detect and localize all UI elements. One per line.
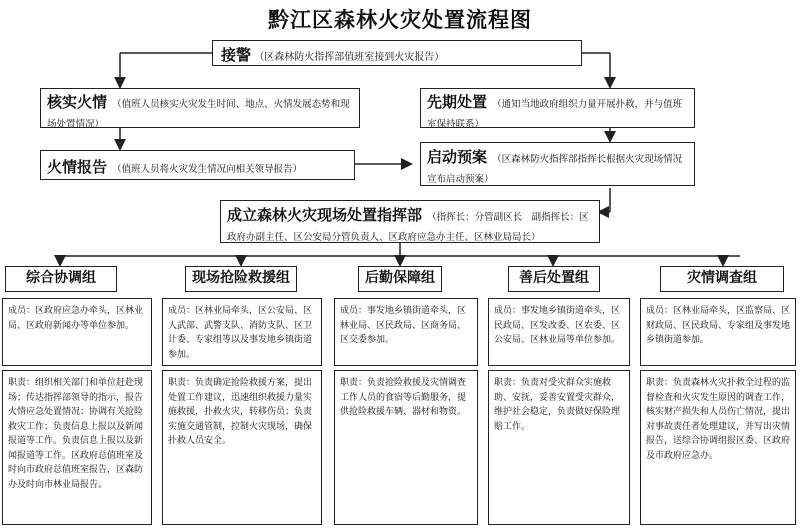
first-response-heading: 先期处置	[427, 93, 488, 111]
verify-box	[40, 88, 360, 128]
report-heading: 火情报告	[47, 158, 108, 176]
verify-heading: 核实火情	[47, 93, 108, 111]
alarm-heading: 接警	[221, 46, 252, 64]
group-title-rescue: 现场抢险救援组	[185, 266, 297, 292]
plan-box	[420, 142, 695, 186]
report-detail: （值班人员将火灾发生情况向相关领导报告）	[112, 164, 303, 175]
group-duties-coordination: 职责：组织相关部门和单位赶赴现场；传达指挥部领导的指示，报告火情应急处置情况；协调有关抢险救灾工作；负责信息上报以及新闻报道等工作。负责信息上报以及新闻报道等工作。区政府总值班室及时向市政府总值班室报告，区森防办及时向市林业局报告。	[2, 370, 152, 525]
group-members-coordination: 成员：区政府应急办牵头，区林业局、区政府新闻办等单位参加。	[2, 298, 152, 366]
group-members-investigation: 成员：区林业局牵头，区监察局、区财政局、区民政局、专家组及事发地乡镇街道参加。	[640, 298, 796, 366]
page-title: 黔江区森林火灾处置流程图	[268, 7, 532, 32]
hq-detail: （指挥长：分管副区长 副指挥长：区政府办副主任、区公安局分管负责人、区政府应急办主任、区林业局局长）	[227, 212, 589, 243]
group-duties-aftermath: 职责：负责对受灾群众实施救助、安抚，妥善安置受灾群众，维护社会稳定，负责做好保险理赔工作。	[488, 370, 630, 525]
alarm-box	[212, 40, 582, 66]
group-title-coordination: 综合协调组	[5, 266, 117, 292]
first-response-box	[420, 88, 695, 128]
group-title-logistics: 后勤保障组	[358, 266, 442, 292]
plan-detail: （区森林防火指挥部指挥长根据火灾现场情况宣布启动预案）	[427, 154, 683, 185]
verify-detail: （值班人员核实火灾发生时间、地点、火情发展态势和现场处置情况）	[47, 99, 350, 130]
group-members-logistics: 成员：事发地乡镇街道牵头，区林业局、区民政局、区商务局、区交委参加。	[334, 298, 478, 366]
first-response-detail: （通知当地政府组织力量开展扑救，并与值班室保持联系）	[427, 99, 683, 130]
group-members-rescue: 成员：区林业局牵头，区公安局、区人武部、武警支队、消防支队、区卫计委、专家组等以及事发地乡镇街道参加。	[162, 298, 322, 366]
hq-heading: 成立森林火灾现场处置指挥部	[227, 206, 423, 224]
group-title-aftermath: 善后处置组	[508, 266, 600, 292]
hq-box	[220, 200, 600, 243]
group-title-investigation: 灾情调查组	[660, 266, 784, 292]
group-duties-logistics: 职责：负责抢险救援及灾情调查工作人员的食宿等后勤服务，提供抢险救援车辆、器材和物资。	[334, 370, 478, 525]
group-members-aftermath: 成员：事发地乡镇街道牵头，区民政局、区发改委、区农委、区公安局、区林业局等单位参加。	[488, 298, 630, 366]
alarm-detail: （区森林防火指挥部值班室接到火灾报告）	[254, 52, 445, 63]
group-duties-investigation: 职责：负责森林火灾扑救全过程的监督检查和火灾发生原因的调查工作，核实财产损失和人员伤亡情况，提出对事故责任者处理建议，并写出灾情报告，送综合协调组报区委、区政府及市政府应急办。	[640, 370, 796, 525]
group-duties-rescue: 职责：负责确定抢险救援方案，提出处置工作建议，迅速组织救援力量实施救援，扑救火灾，转移伤员；负责实施交通管制，控制火灾现场，确保扑救人员安全。	[162, 370, 322, 525]
plan-heading: 启动预案	[427, 148, 488, 166]
report-box	[40, 150, 355, 180]
